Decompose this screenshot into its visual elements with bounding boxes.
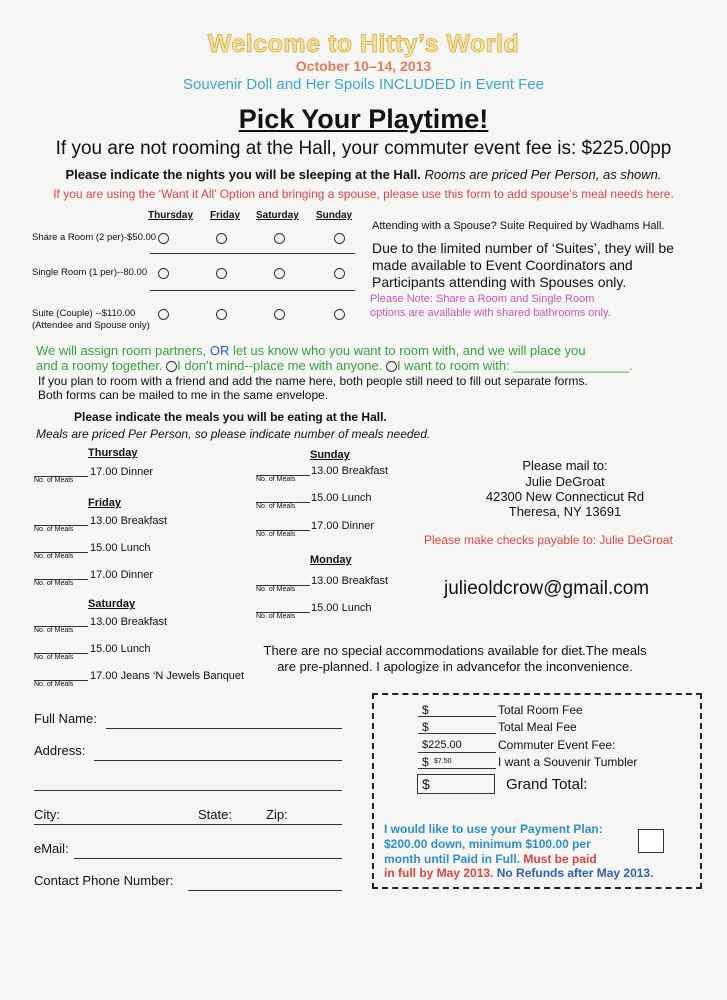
- meal-count-input[interactable]: [34, 464, 88, 477]
- room-fee-input[interactable]: [418, 716, 496, 717]
- full-name-input[interactable]: [106, 728, 342, 729]
- meal-sun-breakfast: No. of Meals: [256, 463, 310, 483]
- radio-single-thursday[interactable]: [158, 268, 169, 279]
- checks-payable: Please make checks payable to: Julie DeGroat: [424, 533, 673, 547]
- city-label: City:: [34, 807, 60, 822]
- partner-line-3: If you plan to room with a friend and add the name here, both people still need to fill out separate forms.: [38, 374, 588, 388]
- room-suite-sublabel: (Attendee and Spouse only): [32, 320, 150, 331]
- grand-total-input[interactable]: [417, 774, 495, 794]
- meal-count-input[interactable]: [256, 600, 310, 613]
- full-name-label: Full Name:: [34, 711, 97, 726]
- meal-count-input[interactable]: [34, 668, 88, 681]
- zip-label: Zip:: [266, 807, 288, 822]
- payment-plan-checkbox[interactable]: [638, 829, 664, 853]
- city-state-zip-input[interactable]: [34, 824, 342, 825]
- payment-plan-2: $200.00 down, minimum $100.00 per: [384, 837, 591, 851]
- room-day-saturday: Saturday: [256, 210, 299, 221]
- meal-day-monday: Monday: [310, 554, 352, 566]
- meal-item: 13.00 Breakfast: [311, 575, 389, 587]
- meal-item: 15.00 Lunch: [311, 602, 372, 614]
- page-title: Pick Your Playtime!: [238, 104, 489, 134]
- souvenir-note: Souvenir Doll and Her Spoils INCLUDED in Event Fee: [183, 76, 544, 93]
- meal-count-input[interactable]: [256, 490, 310, 503]
- event-dates: October 10–14, 2013: [295, 58, 432, 74]
- suite-availability-2: made available to Event Coordinators and: [372, 257, 633, 273]
- meal-thu-dinner: No. of Meals: [34, 464, 88, 484]
- commuter-fee-label: Commuter Event Fee:: [498, 738, 616, 752]
- state-label: State:: [198, 807, 232, 822]
- mail-city: Theresa, NY 13691: [508, 504, 622, 519]
- radio-room-with[interactable]: [386, 361, 397, 372]
- meal-mon-breakfast: No. of Meals: [256, 573, 310, 593]
- radio-suite-thursday[interactable]: [158, 309, 169, 320]
- meal-fee-label: Total Meal Fee: [498, 720, 577, 734]
- meal-item: 13.00 Breakfast: [311, 465, 389, 477]
- radio-suite-sunday[interactable]: [334, 309, 345, 320]
- meal-item: 17.00 Dinner: [90, 569, 153, 581]
- room-day-friday: Friday: [210, 210, 241, 221]
- meal-day-thursday: Thursday: [88, 447, 138, 459]
- partner-line-2: and a roomy together. I don’t mind--place me with anyone. I want to room with: ________________.: [36, 358, 633, 373]
- tumbler-input[interactable]: [418, 768, 496, 769]
- meal-fri-breakfast: No. of Meals: [34, 513, 88, 533]
- address-label: Address:: [34, 743, 86, 758]
- meal-sat-breakfast: No. of Meals: [34, 614, 88, 634]
- room-suite-label: Suite (Couple) --$110.00: [32, 308, 136, 319]
- email-input[interactable]: [74, 858, 342, 859]
- meal-fri-lunch: No. of Meals: [34, 540, 88, 560]
- radio-share-friday[interactable]: [216, 233, 227, 244]
- commuter-fee-input[interactable]: [418, 752, 496, 753]
- contact-email[interactable]: julieoldcrow@gmail.com: [444, 578, 650, 599]
- partner-line-1: We will assign room partners, OR let us know who you want to room with, and we will place you: [36, 343, 586, 358]
- rooms-instruction: Please indicate the nights you will be sleeping at the Hall. Rooms are priced Per Person, as shown.: [65, 167, 662, 182]
- mail-heading: Please mail to:: [522, 458, 608, 473]
- suite-availability-1: Due to the limited number of ‘Suites’, they will be: [372, 240, 674, 256]
- mail-street: 42300 New Connecticut Rd: [485, 489, 645, 504]
- radio-single-saturday[interactable]: [274, 268, 285, 279]
- meals-instruction: Please indicate the meals you will be eating at the Hall.: [74, 410, 387, 424]
- grand-total-dollar: $: [422, 776, 430, 792]
- tumbler-price: $7.50: [434, 758, 452, 765]
- room-single-label: Single Room (1 per)--80.00: [32, 267, 148, 278]
- mail-name: Julie DeGroat: [525, 474, 605, 489]
- radio-suite-saturday[interactable]: [274, 309, 285, 320]
- commuter-fee-value: $225.00: [422, 739, 462, 751]
- meal-fee-dollar: $: [422, 720, 429, 734]
- meal-count-input[interactable]: [256, 573, 310, 586]
- meal-sun-lunch: No. of Meals: [256, 490, 310, 510]
- partner-line-4: Both forms can be mailed to me in the same envelope.: [38, 388, 329, 402]
- meal-fee-input[interactable]: [418, 733, 496, 734]
- meal-sun-dinner: No. of Meals: [256, 518, 310, 538]
- meal-count-input[interactable]: [256, 518, 310, 531]
- meal-count-input[interactable]: [34, 614, 88, 627]
- payment-plan-3: month until Paid in Full. Must be paid: [384, 852, 597, 866]
- radio-share-thursday[interactable]: [158, 233, 169, 244]
- radio-share-saturday[interactable]: [274, 233, 285, 244]
- meal-count-input[interactable]: [256, 463, 310, 476]
- radio-single-friday[interactable]: [216, 268, 227, 279]
- spouse-suite-note: Attending with a Spouse? Suite Required by Wadhams Hall.: [372, 220, 665, 232]
- payment-plan-4: in full by May 2013. No Refunds after May 2013.: [384, 866, 654, 880]
- meal-count-input[interactable]: [34, 641, 88, 654]
- meal-item: 15.00 Lunch: [311, 492, 372, 504]
- meal-fri-dinner: No. of Meals: [34, 567, 88, 587]
- meal-day-sunday: Sunday: [310, 449, 350, 461]
- email-label: eMail:: [34, 841, 69, 856]
- radio-single-sunday[interactable]: [334, 268, 345, 279]
- divider: [150, 290, 355, 291]
- room-day-thursday: Thursday: [148, 210, 194, 221]
- meal-count-input[interactable]: [34, 540, 88, 553]
- commuter-fee-note: If you are not rooming at the Hall, your commuter event fee is: $225.00pp: [55, 138, 672, 159]
- meal-count-input[interactable]: [34, 567, 88, 580]
- meal-item: 17.00 Dinner: [90, 466, 153, 478]
- diet-note-1: There are no special accommodations available for diet.The meals: [263, 643, 647, 658]
- tumbler-label: I want a Souvenir Tumbler: [498, 755, 638, 769]
- phone-input[interactable]: [188, 890, 342, 891]
- meal-mon-lunch: No. of Meals: [256, 600, 310, 620]
- room-day-sunday: Sunday: [316, 210, 353, 221]
- bathroom-note-2: options are available with shared bathrooms only.: [370, 307, 611, 319]
- meal-day-friday: Friday: [88, 497, 122, 509]
- payment-plan-1: I would like to use your Payment Plan:: [384, 822, 603, 836]
- meal-item: 17.00 Jeans ‘N Jewels Banquet: [90, 670, 245, 682]
- grand-total-label: Grand Total:: [506, 776, 588, 793]
- radio-suite-friday[interactable]: [216, 309, 227, 320]
- address-line-2-input[interactable]: [34, 790, 342, 791]
- meals-subinstruction: Meals are priced Per Person, so please indicate number of meals needed.: [36, 427, 431, 441]
- meal-item: 15.00 Lunch: [90, 542, 151, 554]
- radio-share-sunday[interactable]: [334, 233, 345, 244]
- room-fee-label: Total Room Fee: [498, 703, 583, 717]
- diet-note-2: are pre-planned. I apologize in advancefor the inconvenience.: [277, 659, 633, 674]
- meal-sat-banquet: No. of Meals: [34, 668, 88, 688]
- spouse-note: If you are using the ‘Want it All’ Option and bringing a spouse, please use this form to add spouse’s meal needs here.: [53, 187, 674, 201]
- room-share-label: Share a Room (2 per)-$50.00: [32, 232, 157, 243]
- suite-availability-3: Participants attending with Spouses only.: [372, 274, 627, 290]
- meal-item: 13.00 Breakfast: [90, 616, 168, 628]
- event-title: Welcome to Hitty’s World: [207, 30, 520, 58]
- tumbler-dollar: $: [422, 755, 429, 769]
- bathroom-note-1: Please Note: Share a Room and Single Room: [370, 293, 595, 305]
- meal-count-input[interactable]: [34, 513, 88, 526]
- meal-item: 17.00 Dinner: [311, 520, 374, 532]
- meal-item: 15.00 Lunch: [90, 643, 151, 655]
- radio-anyone[interactable]: [166, 361, 177, 372]
- meal-day-saturday: Saturday: [88, 598, 136, 610]
- divider: [150, 253, 355, 254]
- room-fee-dollar: $: [422, 703, 429, 717]
- meal-sat-lunch: No. of Meals: [34, 641, 88, 661]
- address-input[interactable]: [94, 760, 342, 761]
- phone-label: Contact Phone Number:: [34, 873, 174, 888]
- meal-item: 13.00 Breakfast: [90, 515, 168, 527]
